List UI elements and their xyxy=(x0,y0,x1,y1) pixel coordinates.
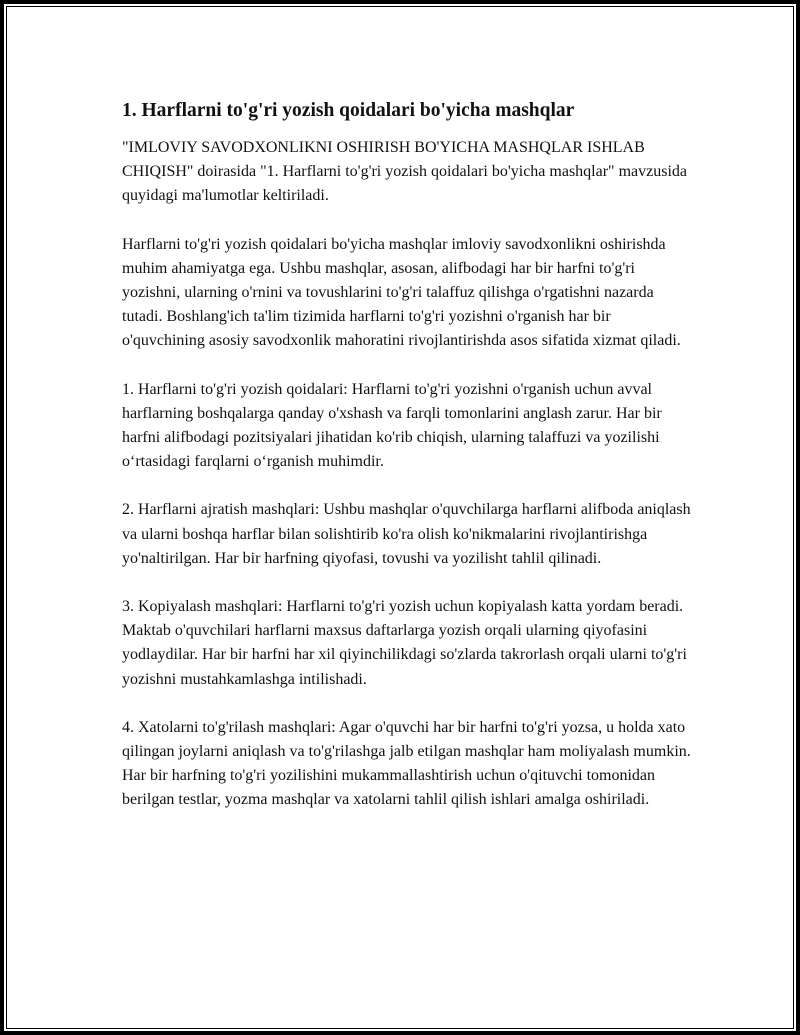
overview-paragraph: Harflarni to'g'ri yozish qoidalari bo'yicha mashqlar imloviy savodxonlikni oshirishda muhim ahamiyatga ega. Ushbu mashqlar, asosan, alifbodagi har bir harfni to'g'ri yozishni, ularning o'rnini va tovushlarini to'g'ri talaffuz qilishga o'rgatishni nazarda tutadi. Boshlang'ich ta'lim tizimida harflarni to'g'ri yozishni o'rganish har bir o'quvchining asosiy savodxonlik mahoratini rivojlantirishda asos sifatida xizmat qiladi. xyxy=(122,235,681,350)
section-2-paragraph: 2. Harflarni ajratish mashqlari: Ushbu mashqlar o'quvchilarga harflarni alifboda aniqlash va ularni boshqa harflar bilan solishtirib ko'ra olish ko'nikmalarini rivojlantirishga yo'naltirilgan. Har bir harfning qiyofasi, tovushi va yozilisht tahlil qilinadi. xyxy=(122,501,691,567)
section-4-paragraph: 4. Xatolarni to'g'rilash mashqlari: Agar o'quvchi har bir harfni to'g'ri yozsa, u holda xato qilingan joylarni aniqlash va to'g'rilashga jalb etilgan mashqlar ham moliyalash mumkin. Har bir harfning to'g'ri yozilishini mukammallashtirish uchun o'qituvchi tomonidan berilgan testlar, yozma mashqlar va xatolarni tahlil qilish ishlari amalga oshiriladi. xyxy=(122,718,691,809)
intro-paragraph: "IMLOVIY SAVODXONLIKNI OSHIRISH BO'YICHA MASHQLAR ISHLAB CHIQISH" doirasida "1. Harflarni to'g'ri yozish qoidalari bo'yicha mashqlar" mavzusida quyidagi ma'lumotlar keltiriladi. xyxy=(122,139,687,205)
document-body xyxy=(122,98,697,837)
document-title: 1. Harflarni to'g'ri yozish qoidalari bo'yicha mashqlar xyxy=(122,100,575,121)
section-3-paragraph: 3. Kopiyalash mashqlari: Harflarni to'g'ri yozish uchun kopiyalash katta yordam beradi. Maktab o'quvchilari harflarni maxsus daftarlarga yozish orqali ularning qiyofasini yodlaydilar. Har bir harfni har xil qiyinchilikdagi so'zlarda takrorlash orqali ularni to'g'ri yozishni mustahkamlashga intilishadi. xyxy=(122,598,687,688)
section-1-paragraph: 1. Harflarni to'g'ri yozish qoidalari: Harflarni to'g'ri yozishni o'rganish uchun avval harflarning boshqalarga qanday o'xshash va farqli tomonlarini anglash zarur. Har bir harfni alifbodagi pozitsiyalari jihatidan ko'rib chiqish, ularning talaffuzi va yozilishi o‘rtasidagi farqlarni o‘rganish muhimdir. xyxy=(122,380,662,471)
